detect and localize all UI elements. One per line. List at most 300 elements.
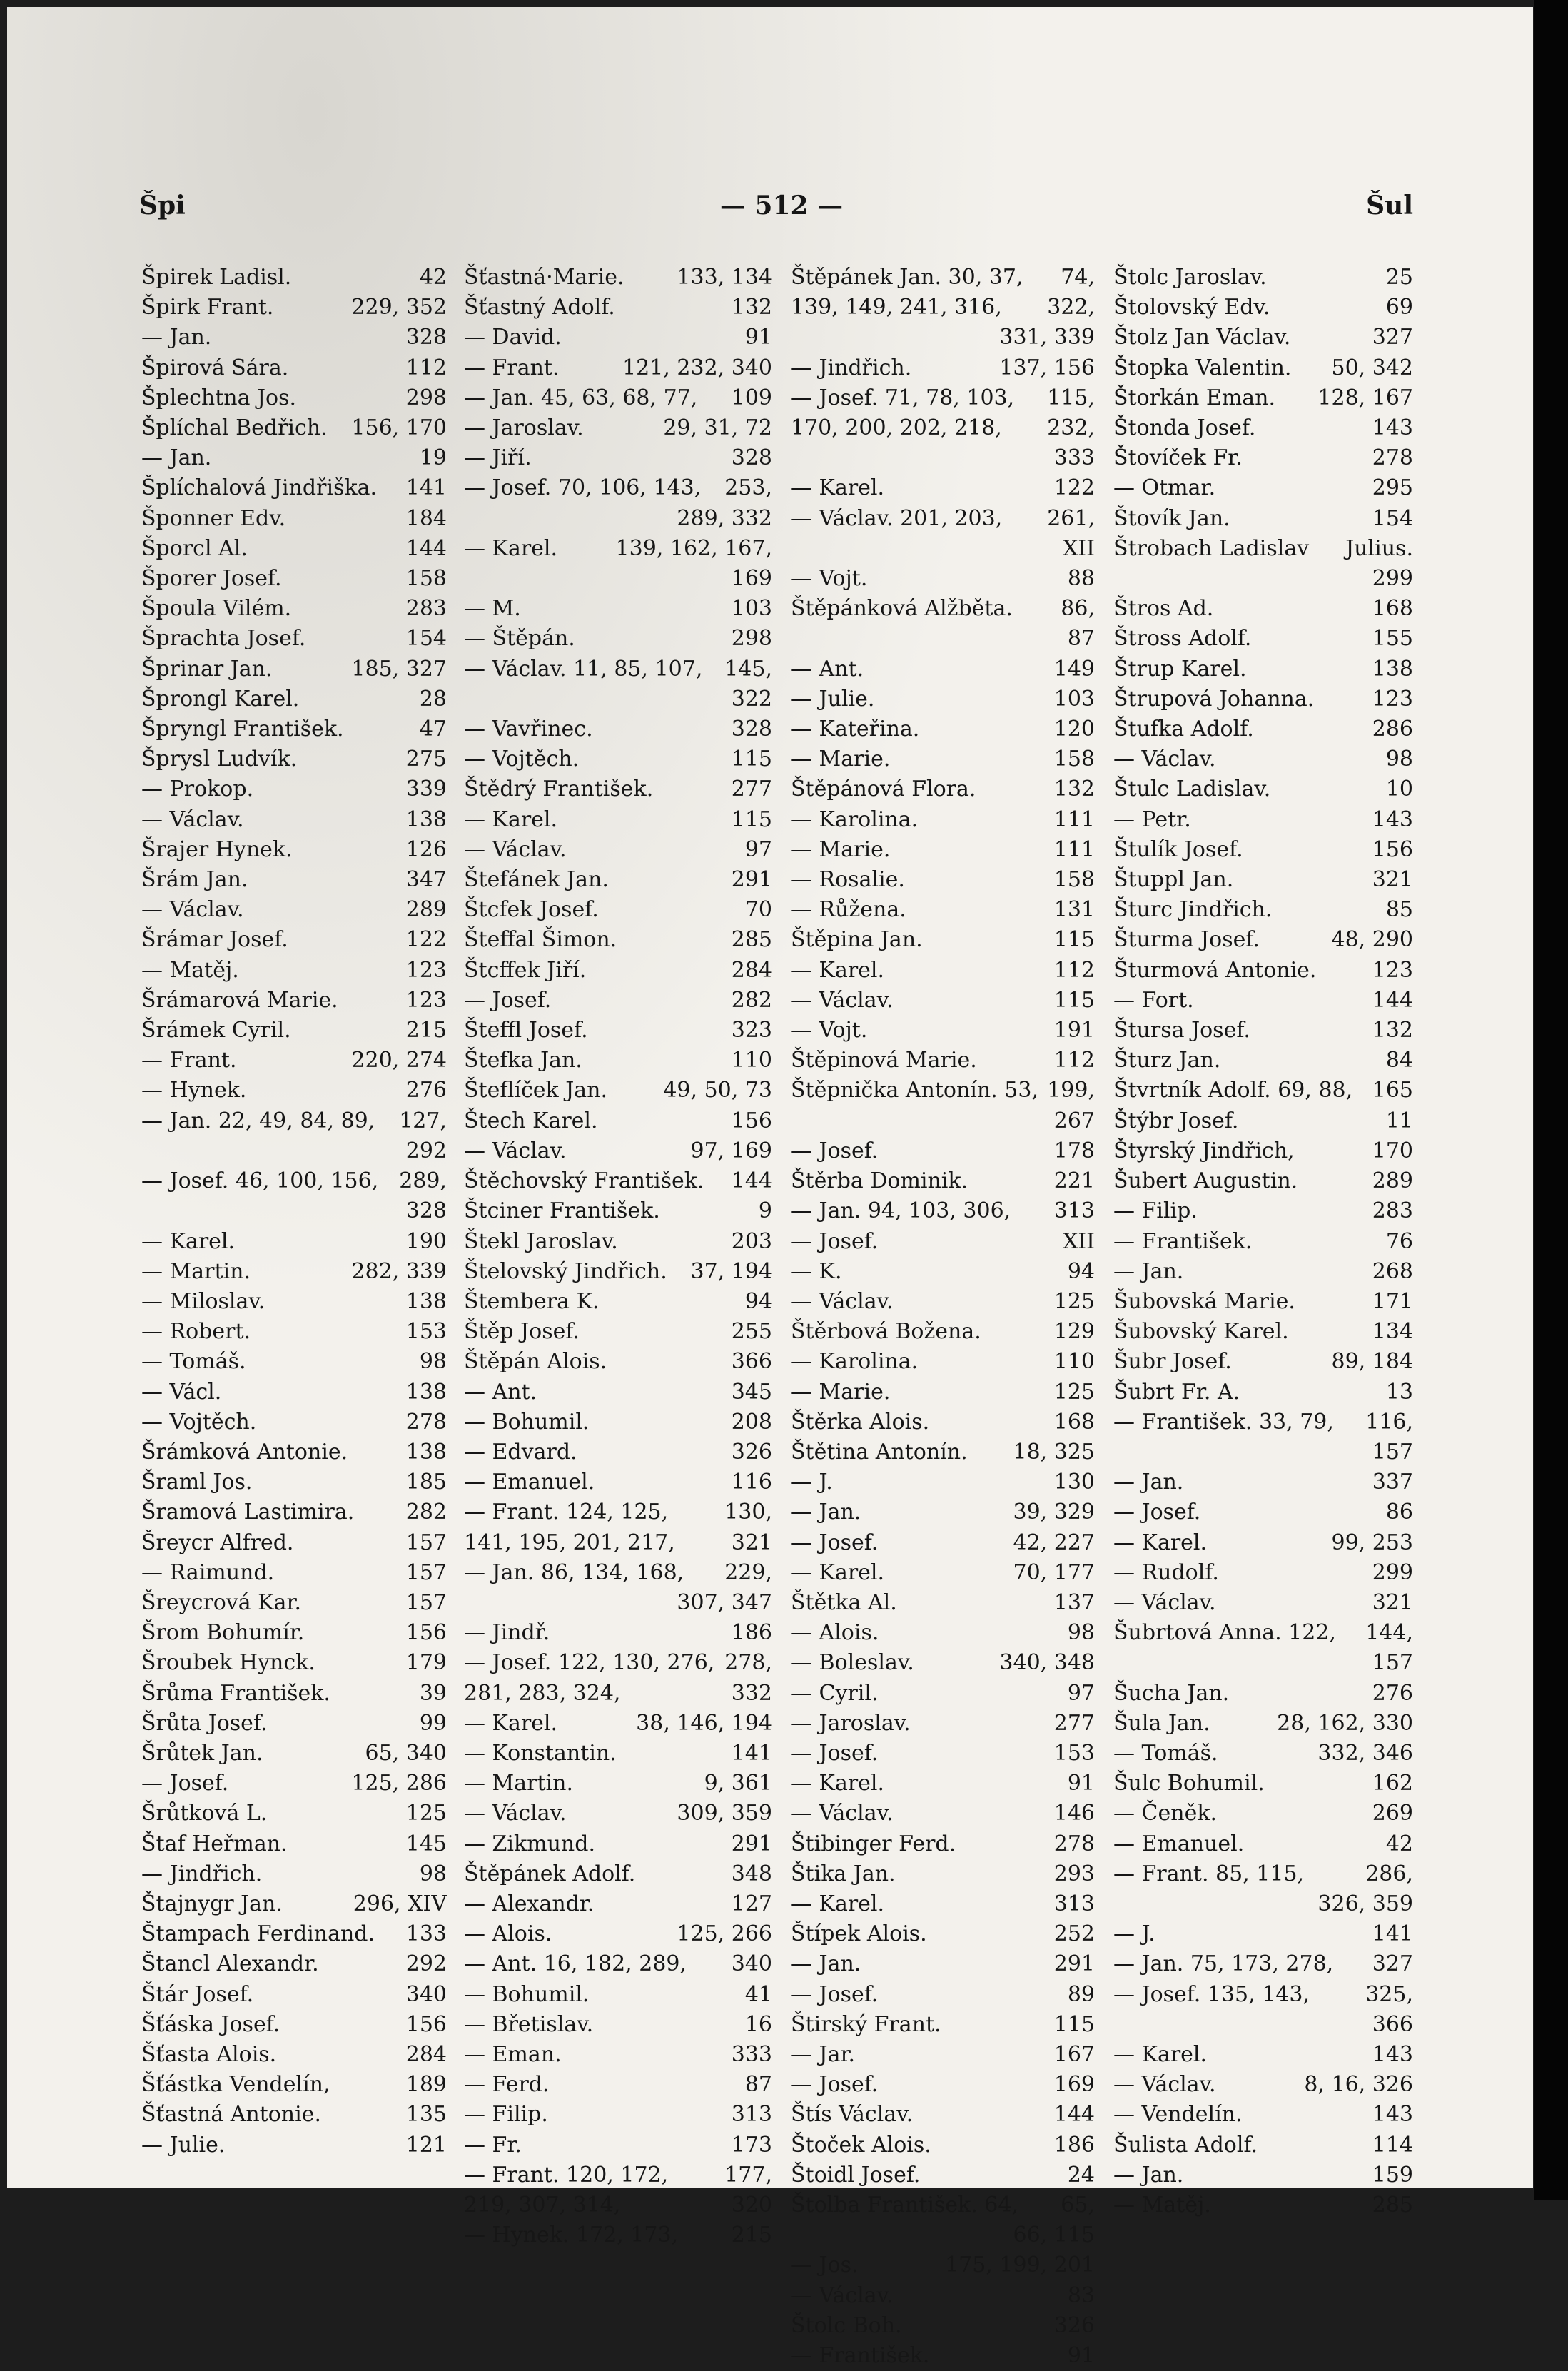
index-entry xyxy=(464,383,772,413)
entry-name: Štěrka Alois. xyxy=(791,1409,930,1435)
entry-pages: 146 xyxy=(1053,1801,1095,1826)
index-entry xyxy=(141,714,447,744)
index-entry xyxy=(464,1980,772,2010)
entry-pages: 116 xyxy=(731,1470,772,1495)
entry-pages: 328 xyxy=(405,1198,447,1224)
entry-name: Štolz Jan Václav. xyxy=(1113,325,1291,350)
entry-pages: 289, 332 xyxy=(677,505,772,531)
entry-pages: 157 xyxy=(1372,1650,1413,1676)
entry-name: — František. 33, 79, xyxy=(1113,1409,1334,1435)
index-entry xyxy=(1113,1709,1413,1739)
entry-name: — Vojt. xyxy=(791,566,868,592)
entry-pages: 115 xyxy=(1053,927,1095,953)
entry-pages: 340, 348 xyxy=(999,1650,1095,1676)
index-entry xyxy=(141,443,447,473)
entry-pages: 333 xyxy=(731,2041,772,2067)
entry-pages: 127, xyxy=(399,1108,447,1133)
entry-pages: 76 xyxy=(1385,1228,1413,1254)
index-column-2 xyxy=(464,263,772,2250)
index-entry xyxy=(464,443,772,473)
entry-name: Štěpnička Antonín. 53, xyxy=(791,1078,1039,1103)
entry-pages: 199, xyxy=(1047,1078,1095,1103)
index-entry xyxy=(1113,744,1413,774)
index-entry xyxy=(1113,1949,1413,1979)
entry-name: Štěpinová Marie. xyxy=(791,1048,977,1073)
entry-name: — Václ. xyxy=(141,1379,222,1405)
entry-name: — Ant. 16, 182, 289, xyxy=(464,1951,687,1977)
index-entry xyxy=(141,1618,447,1648)
entry-name: — Emanuel. xyxy=(1113,1831,1245,1856)
entry-pages: 122 xyxy=(1053,475,1095,501)
entry-name: Štrup Karel. xyxy=(1113,656,1247,682)
entry-pages: 185 xyxy=(405,1470,447,1495)
entry-name: Štěrba Dominik. xyxy=(791,1168,968,1194)
index-entry xyxy=(141,594,447,624)
index-entry xyxy=(464,805,772,835)
entry-pages: 145, xyxy=(724,656,772,682)
index-entry xyxy=(1113,1347,1413,1377)
entry-pages: 286 xyxy=(1372,717,1413,742)
entry-pages: 366 xyxy=(731,1349,772,1375)
entry-pages: 16 xyxy=(744,2011,772,2037)
index-entry xyxy=(464,1136,772,1166)
index-entry xyxy=(1113,293,1413,323)
entry-name: — Jan. 94, 103, 306, xyxy=(791,1198,1011,1224)
entry-pages: 133, 134 xyxy=(677,265,772,290)
entry-name: Štolba František. 64, xyxy=(791,2193,1019,2218)
entry-pages: 278 xyxy=(1053,1831,1095,1856)
entry-pages: 178 xyxy=(1053,1138,1095,1163)
index-entry xyxy=(464,895,772,925)
index-entry xyxy=(141,1829,447,1859)
index-entry xyxy=(791,1016,1095,1046)
entry-name: Šreycr Alfred. xyxy=(141,1530,294,1555)
entry-pages: 83 xyxy=(1067,2282,1095,2308)
entry-name: Štopka Valentin. xyxy=(1113,355,1292,380)
entry-pages: 269 xyxy=(1372,1801,1413,1826)
entry-pages: 42, 227 xyxy=(1013,1530,1095,1555)
entry-pages: 91 xyxy=(1067,1771,1095,1796)
entry-pages: 50, 342 xyxy=(1331,355,1413,380)
entry-name: — Jan. xyxy=(1113,1258,1184,1284)
index-entry-continuation xyxy=(791,443,1095,473)
entry-pages: 299 xyxy=(1372,1559,1413,1585)
index-entry-continuation xyxy=(791,624,1095,654)
entry-name: — Bohumil. xyxy=(464,1981,590,2007)
entry-pages: 282, 339 xyxy=(351,1258,447,1284)
index-entry xyxy=(464,1437,772,1467)
entry-pages: 130 xyxy=(1053,1470,1095,1495)
entry-name: — Jan. xyxy=(791,1500,861,1525)
entry-name: Šturmová Antonie. xyxy=(1113,957,1317,983)
entry-pages: 111 xyxy=(1053,836,1095,862)
entry-pages: 132 xyxy=(731,295,772,320)
entry-pages: 138 xyxy=(405,807,447,832)
entry-name: Šubert Augustin. xyxy=(1113,1168,1298,1194)
entry-pages: 138 xyxy=(405,1439,447,1465)
index-entry xyxy=(464,1407,772,1437)
entry-name: Šubr Josef. xyxy=(1113,1349,1232,1375)
entry-pages: 112 xyxy=(1053,1048,1095,1073)
entry-name: — Hynek. 172, 173, xyxy=(464,2223,679,2248)
entry-pages: 111 xyxy=(1053,807,1095,832)
entry-name: — Václav. xyxy=(791,987,894,1013)
entry-pages: 278 xyxy=(405,1409,447,1435)
index-entry xyxy=(1113,1799,1413,1829)
index-entry xyxy=(464,865,772,895)
entry-pages: 10 xyxy=(1385,777,1413,802)
entry-pages: 88 xyxy=(1067,566,1095,592)
entry-pages: 138 xyxy=(405,1288,447,1314)
entry-name: Štech Karel. xyxy=(464,1108,598,1133)
index-entry xyxy=(141,1769,447,1799)
entry-name: — Karel. xyxy=(141,1228,236,1254)
entry-pages: 296, XIV xyxy=(353,1891,447,1916)
entry-name: Šturc Jindřich. xyxy=(1113,897,1273,923)
index-entry xyxy=(791,1648,1095,1678)
entry-pages: 327 xyxy=(1372,325,1413,350)
entry-name: — Julie. xyxy=(141,2132,226,2158)
entry-name: — Jaroslav. xyxy=(791,1710,911,1736)
index-entry xyxy=(791,744,1095,774)
entry-pages: 74, xyxy=(1061,265,1095,290)
index-entry xyxy=(141,534,447,564)
index-entry xyxy=(791,2190,1095,2220)
entry-pages: 278 xyxy=(1372,445,1413,471)
index-entry xyxy=(1113,2100,1413,2130)
entry-name: — Josef. 46, 100, 156, xyxy=(141,1168,379,1194)
entry-pages: 133 xyxy=(405,1921,447,1947)
entry-name: — Josef. xyxy=(791,1138,879,1163)
index-entry xyxy=(1113,1618,1413,1648)
entry-pages: 120 xyxy=(1053,717,1095,742)
index-entry xyxy=(464,744,772,774)
index-entry xyxy=(1113,1076,1413,1106)
entry-name: — Frant. 124, 125, xyxy=(464,1500,669,1525)
entry-pages: 132 xyxy=(1372,1018,1413,1043)
entry-name: — Ferd. xyxy=(464,2072,550,2098)
index-entry xyxy=(141,2130,447,2160)
entry-pages: 141 xyxy=(405,475,447,501)
entry-pages: 321 xyxy=(1372,1589,1413,1615)
index-entry xyxy=(1113,534,1413,564)
index-entry xyxy=(1113,1919,1413,1949)
entry-pages: 293 xyxy=(1053,1861,1095,1886)
index-entry xyxy=(464,1618,772,1648)
index-entry xyxy=(1113,1739,1413,1769)
index-entry xyxy=(141,1106,447,1136)
entry-name: Šreycrová Kar. xyxy=(141,1589,302,1615)
index-entry xyxy=(464,473,772,503)
entry-pages: 144 xyxy=(1372,987,1413,1013)
entry-pages: 86, xyxy=(1061,596,1095,622)
index-entry xyxy=(464,413,772,443)
entry-pages: 125 xyxy=(405,1801,447,1826)
entry-name: Šťáska Josef. xyxy=(141,2011,280,2037)
entry-name: — Marie. xyxy=(791,1379,891,1405)
index-entry xyxy=(141,1437,447,1467)
entry-name: Šroubek Hynck. xyxy=(141,1650,315,1676)
entry-pages: 18, 325 xyxy=(1013,1439,1095,1465)
index-entry xyxy=(791,1949,1095,1979)
index-entry xyxy=(791,1588,1095,1618)
entry-pages: 110 xyxy=(731,1048,772,1073)
index-entry-continuation xyxy=(791,534,1095,564)
entry-name: — Karel. xyxy=(791,957,885,983)
entry-name: Štufka Adolf. xyxy=(1113,717,1254,742)
entry-name: — Josef. xyxy=(791,1740,879,1766)
entry-name: — Zikmund. xyxy=(464,1831,595,1856)
entry-pages: 309, 359 xyxy=(677,1801,772,1826)
entry-name: Šrom Bohumír. xyxy=(141,1620,305,1646)
entry-name: — Alois. xyxy=(791,1620,879,1646)
entry-pages: 171 xyxy=(1372,1288,1413,1314)
entry-pages: 289, xyxy=(399,1168,447,1194)
entry-pages: 203 xyxy=(731,1228,772,1254)
index-entry xyxy=(791,2130,1095,2160)
entry-name: Šťastná·Marie. xyxy=(464,265,624,290)
entry-name: — Václav. xyxy=(791,1801,894,1826)
entry-name: — Martin. xyxy=(141,1258,251,1284)
index-entry xyxy=(464,1949,772,1979)
entry-pages: 115 xyxy=(1053,987,1095,1013)
index-entry xyxy=(1113,865,1413,895)
entry-name: — David. xyxy=(464,325,562,350)
entry-name: Štoidl Josef. xyxy=(791,2162,921,2188)
index-entry xyxy=(791,1317,1095,1347)
entry-name: Šťasta Alois. xyxy=(141,2041,277,2067)
entry-name: — Jindřich. xyxy=(141,1861,263,1886)
entry-pages: 125, 286 xyxy=(351,1771,447,1796)
entry-pages: 115 xyxy=(731,747,772,772)
entry-name: — Jan. 75, 173, 278, xyxy=(1113,1951,1334,1977)
index-entry xyxy=(1113,1859,1413,1889)
entry-name: — Václav. xyxy=(791,2282,894,2308)
entry-name: Štěpánek Jan. 30, 37, xyxy=(791,265,1023,290)
entry-name: Štěpina Jan. xyxy=(791,927,923,953)
entry-name: 170, 200, 202, 218, xyxy=(791,415,1002,441)
entry-pages: 125, 266 xyxy=(677,1921,772,1947)
index-entry xyxy=(141,1317,447,1347)
entry-pages: 177, xyxy=(724,2162,772,2188)
index-entry xyxy=(1113,443,1413,473)
index-entry xyxy=(1113,2130,1413,2160)
index-entry xyxy=(464,1769,772,1799)
index-entry xyxy=(141,925,447,955)
entry-pages: 276 xyxy=(405,1078,447,1103)
index-entry xyxy=(141,1859,447,1889)
index-entry xyxy=(464,835,772,865)
entry-pages: 175, 199, 201 xyxy=(945,2253,1095,2278)
entry-pages: 85 xyxy=(1385,897,1413,923)
index-entry xyxy=(141,684,447,714)
index-entry xyxy=(141,1166,447,1196)
entry-pages: 186 xyxy=(1053,2132,1095,2158)
entry-pages: 307, 347 xyxy=(677,1589,772,1615)
entry-name: — Jan. 22, 49, 84, 89, xyxy=(141,1108,375,1133)
entry-name: Štonda Josef. xyxy=(1113,415,1256,441)
entry-name: Štirský Frant. xyxy=(791,2011,941,2037)
index-entry xyxy=(791,1257,1095,1287)
entry-name: — Josef. 70, 106, 143, xyxy=(464,475,702,501)
entry-name: — Jan. xyxy=(141,325,212,350)
entry-pages: 89, 184 xyxy=(1331,1349,1413,1375)
index-entry xyxy=(141,1679,447,1709)
entry-name: — Josef. 71, 78, 103, xyxy=(791,385,1015,410)
entry-name: — Václav. 11, 85, 107, xyxy=(464,656,703,682)
entry-name: Šplíchalová Jindřiška. xyxy=(141,475,378,501)
entry-pages: 313 xyxy=(1053,1198,1095,1224)
index-entry xyxy=(1113,1558,1413,1588)
entry-pages: 153 xyxy=(405,1319,447,1345)
entry-name: — Karolina. xyxy=(791,807,919,832)
entry-pages: 331, 339 xyxy=(999,325,1095,350)
entry-name: Štrupová Johanna. xyxy=(1113,686,1315,712)
entry-pages: 98 xyxy=(419,1861,447,1886)
entry-name: — Karel. xyxy=(1113,1530,1208,1555)
entry-pages: 337 xyxy=(1372,1470,1413,1495)
index-entry xyxy=(1113,654,1413,684)
entry-name: — Jos. xyxy=(791,2253,859,2278)
index-entry xyxy=(141,895,447,925)
entry-name: Šubrtová Anna. 122, xyxy=(1113,1620,1336,1646)
entry-name: Šrám Jan. xyxy=(141,867,248,893)
entry-name: Špirová Sára. xyxy=(141,355,289,380)
entry-name: — Karel. xyxy=(464,1710,558,1736)
entry-pages: 292 xyxy=(405,1951,447,1977)
entry-pages: 131 xyxy=(1053,897,1095,923)
index-entry xyxy=(1113,594,1413,624)
entry-pages: 220, 274 xyxy=(351,1048,447,1073)
entry-pages: 283 xyxy=(1372,1198,1413,1224)
index-entry xyxy=(141,956,447,986)
index-entry xyxy=(791,1709,1095,1739)
index-entry xyxy=(1113,774,1413,804)
entry-name: — Fr. xyxy=(464,2132,522,2158)
entry-name: Šula Jan. xyxy=(1113,1710,1210,1736)
entry-name: Štěpánek Adolf. xyxy=(464,1861,636,1886)
entry-pages: 139, 162, 167, xyxy=(615,535,772,561)
entry-name: Štěpán Alois. xyxy=(464,1349,607,1375)
entry-name: Štekl Jaroslav. xyxy=(464,1228,618,1254)
index-entry xyxy=(1113,1046,1413,1076)
entry-name: — Václav. xyxy=(464,1138,567,1163)
entry-pages: 65, 340 xyxy=(365,1740,447,1766)
index-entry xyxy=(464,1377,772,1407)
index-entry xyxy=(791,353,1095,383)
entry-pages: 129 xyxy=(1053,1319,1095,1345)
index-entry xyxy=(141,1889,447,1919)
entry-name: — Václav. xyxy=(464,836,567,862)
index-entry xyxy=(791,1136,1095,1166)
entry-name: Štěpánová Flora. xyxy=(791,777,976,802)
entry-name: — Fort. xyxy=(1113,987,1194,1013)
entry-name: Štolc Jaroslav. xyxy=(1113,265,1267,290)
index-entry xyxy=(464,2190,772,2220)
entry-name: Šrůtková L. xyxy=(141,1801,268,1826)
entry-pages: 69 xyxy=(1385,295,1413,320)
entry-pages: 326, 359 xyxy=(1317,1891,1413,1916)
entry-name: — M. xyxy=(464,596,521,622)
entry-name: — Julie. xyxy=(791,686,875,712)
entry-pages: 143 xyxy=(1372,2102,1413,2128)
index-entry xyxy=(791,1287,1095,1317)
index-entry xyxy=(1113,925,1413,955)
entry-name: Šrámarová Marie. xyxy=(141,987,338,1013)
index-entry xyxy=(141,1709,447,1739)
entry-name: Šucha Jan. xyxy=(1113,1680,1230,1706)
index-entry xyxy=(141,624,447,654)
entry-name: — František. xyxy=(791,2343,930,2369)
entry-name: Šprachta Josef. xyxy=(141,626,306,652)
entry-name: Šprysl Ludvík. xyxy=(141,747,298,772)
entry-name: — Karel. xyxy=(464,535,558,561)
index-entry-continuation xyxy=(464,564,772,594)
index-entry-continuation xyxy=(791,323,1095,353)
entry-name: Šťastný Adolf. xyxy=(464,295,615,320)
index-entry xyxy=(141,744,447,774)
entry-pages: 97 xyxy=(1067,1680,1095,1706)
entry-name: Štembera K. xyxy=(464,1288,600,1314)
index-entry xyxy=(464,1859,772,1889)
entry-name: Štětina Antonín. xyxy=(791,1439,968,1465)
index-entry-continuation xyxy=(791,1106,1095,1136)
entry-pages: 320 xyxy=(731,2193,772,2218)
entry-name: — Karel. xyxy=(464,807,558,832)
index-entry xyxy=(791,1076,1095,1106)
entry-name: — Jan. xyxy=(791,1951,861,1977)
entry-name: — Marie. xyxy=(791,836,891,862)
index-entry xyxy=(1113,2160,1413,2190)
entry-name: Šrámková Antonie. xyxy=(141,1439,348,1465)
index-entry xyxy=(791,986,1095,1016)
index-entry xyxy=(1113,1407,1413,1437)
entry-pages: 112 xyxy=(405,355,447,380)
index-entry xyxy=(464,1317,772,1347)
index-entry xyxy=(791,2311,1095,2341)
index-entry xyxy=(791,1859,1095,1889)
entry-name: Štcffek Jiří. xyxy=(464,957,587,983)
index-entry xyxy=(791,2070,1095,2100)
entry-pages: 144 xyxy=(1053,2102,1095,2128)
entry-pages: 97, 169 xyxy=(690,1138,772,1163)
index-entry xyxy=(1113,1980,1413,2010)
index-entry xyxy=(791,263,1095,293)
entry-name: — Josef. xyxy=(464,987,552,1013)
entry-name: — Tomáš. xyxy=(141,1349,246,1375)
entry-pages: 13 xyxy=(1385,1379,1413,1405)
entry-pages: 29, 31, 72 xyxy=(663,415,772,441)
entry-pages: 340 xyxy=(405,1981,447,2007)
index-entry-continuation xyxy=(1113,564,1413,594)
index-entry xyxy=(791,293,1095,323)
entry-pages: 121 xyxy=(405,2132,447,2158)
entry-name: Štěpánková Alžběta. xyxy=(791,596,1013,622)
entry-pages: 135 xyxy=(405,2102,447,2128)
index-entry xyxy=(1113,714,1413,744)
index-entry xyxy=(464,263,772,293)
index-entry xyxy=(791,1980,1095,2010)
entry-pages: 229, xyxy=(724,1559,772,1585)
index-entry xyxy=(141,1377,447,1407)
entry-name: Štípek Alois. xyxy=(791,1921,927,1947)
entry-pages: 66, 115 xyxy=(1013,2223,1095,2248)
index-entry xyxy=(141,835,447,865)
entry-name: — Otmar. xyxy=(1113,475,1216,501)
index-entry xyxy=(1113,1257,1413,1287)
entry-name: — Cyril. xyxy=(791,1680,879,1706)
entry-pages: 123 xyxy=(405,987,447,1013)
